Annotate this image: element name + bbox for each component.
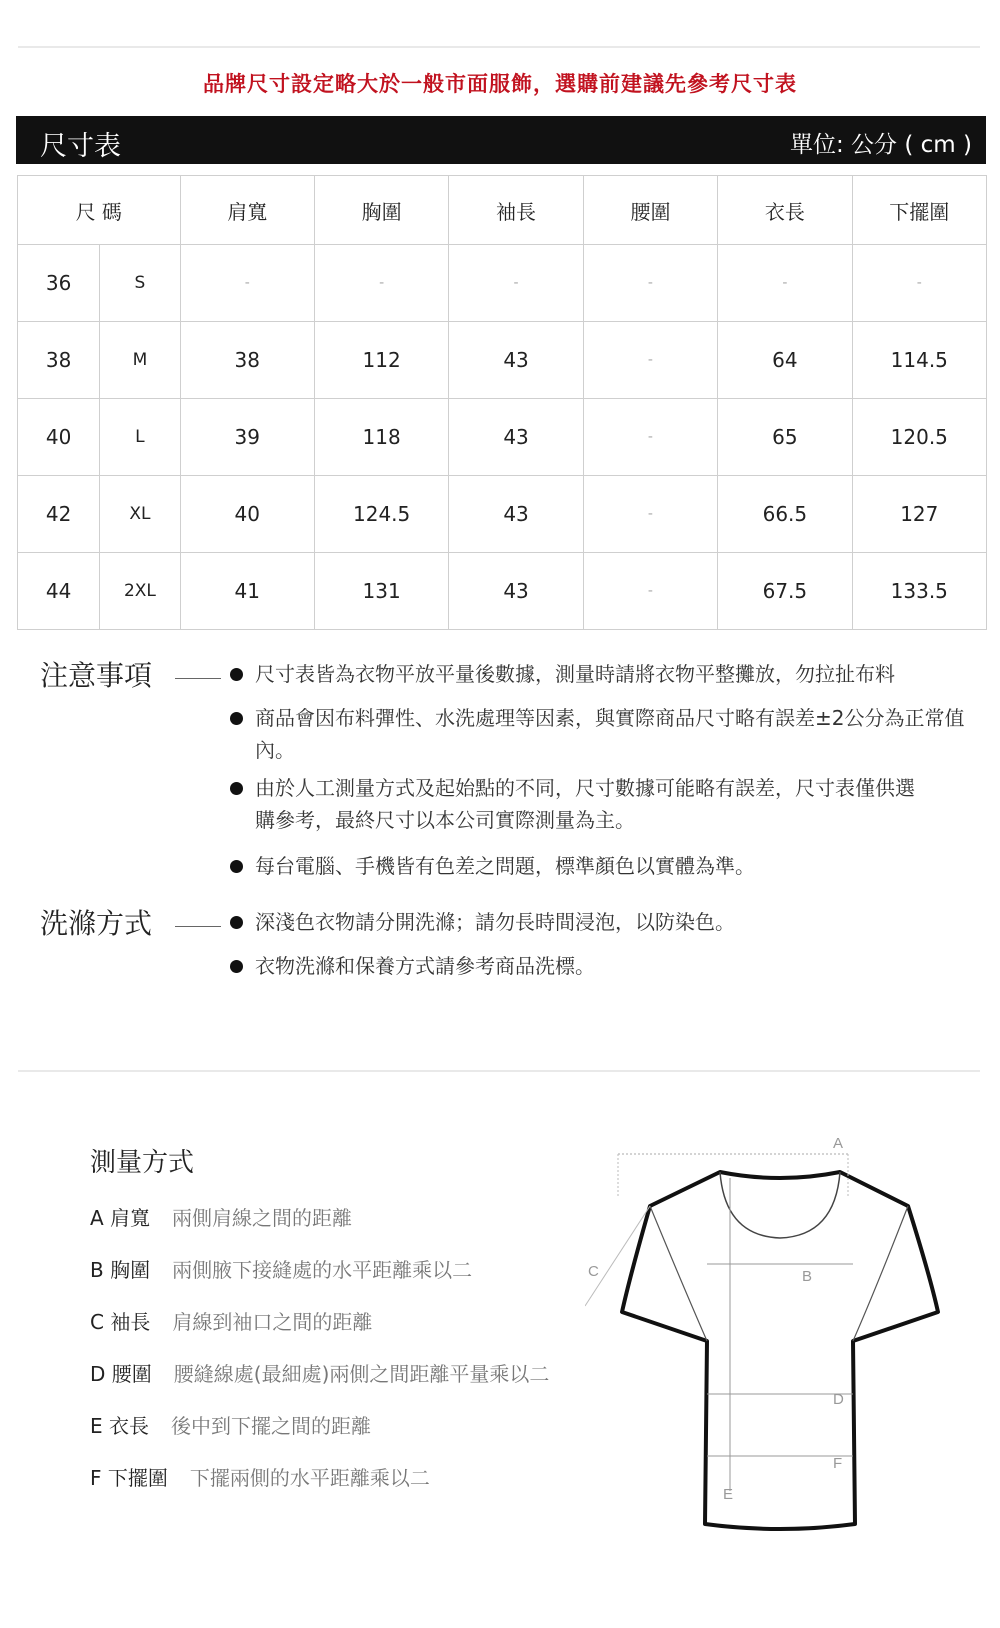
brand-size-notice: 品牌尺寸設定略大於一般市面服飾，選購前建議先參考尺寸表 <box>203 72 797 96</box>
label-e: E <box>723 1486 734 1503</box>
unit-label: 單位: 公分 ( cm ) <box>790 132 972 158</box>
measurement-cell: - <box>583 476 717 553</box>
section-divider <box>18 1070 980 1072</box>
measurement-cell: 65 <box>718 399 852 476</box>
bullet-dot <box>230 668 243 681</box>
bullet-dot <box>230 860 243 873</box>
measurement-cell: 131 <box>314 553 448 630</box>
measurement-cell: - <box>314 245 448 322</box>
label-d: D <box>833 1391 844 1408</box>
label-f: F <box>833 1455 843 1472</box>
measure-item: B 胸圍 兩側腋下接縫處的水平距離乘以二 <box>90 1258 473 1282</box>
notes-title-line <box>175 678 221 679</box>
measure-item: F 下擺圍 下擺兩側的水平距離乘以二 <box>90 1466 430 1490</box>
armhole-right <box>853 1206 908 1341</box>
measurement-cell: 112 <box>314 322 448 399</box>
bullet-dot <box>230 916 243 929</box>
measurement-cell: 43 <box>449 476 583 553</box>
header-waist: 腰圍 <box>583 176 717 245</box>
note-item: 每台電腦、手機皆有色差之問題，標準顏色以實體為準。 <box>230 850 995 882</box>
bullet-dot <box>230 782 243 795</box>
measure-item: E 衣長 後中到下擺之間的距離 <box>90 1414 371 1438</box>
notes-title: 注意事項 <box>40 659 153 692</box>
header-length: 衣長 <box>718 176 852 245</box>
measure-line-c <box>585 1206 650 1306</box>
measurement-cell: 43 <box>449 399 583 476</box>
size-number-cell: 36 <box>18 245 100 322</box>
measure-title: 測量方式 <box>90 1148 195 1178</box>
measurement-cell: - <box>449 245 583 322</box>
measurement-cell: 43 <box>449 322 583 399</box>
measurement-cell: 120.5 <box>852 399 986 476</box>
label-c: C <box>588 1263 599 1280</box>
measurement-cell: - <box>583 245 717 322</box>
washing-item: 深淺色衣物請分開洗滌；請勿長時間浸泡，以防染色。 <box>230 906 995 938</box>
header-hem: 下擺圍 <box>852 176 986 245</box>
size-number-cell: 38 <box>18 322 100 399</box>
size-number-cell: 40 <box>18 399 100 476</box>
header-chest: 胸圍 <box>314 176 448 245</box>
table-row <box>18 322 987 399</box>
label-a: A <box>833 1136 844 1152</box>
measurement-cell: - <box>718 245 852 322</box>
measurement-cell: - <box>180 245 314 322</box>
measurement-cell: 40 <box>180 476 314 553</box>
washing-item: 衣物洗滌和保養方式請參考商品洗標。 <box>230 950 995 982</box>
note-item: 尺寸表皆為衣物平放平量後數據，測量時請將衣物平整攤放，勿拉扯布料 <box>230 658 995 690</box>
table-row <box>18 553 987 630</box>
size-letter-cell: M <box>100 322 180 399</box>
measurement-cell: 127 <box>852 476 986 553</box>
measurement-cell: 118 <box>314 399 448 476</box>
measurement-cell: - <box>583 553 717 630</box>
measurement-cell: 64 <box>718 322 852 399</box>
measurement-cell: 133.5 <box>852 553 986 630</box>
size-table <box>17 175 987 630</box>
bullet-dot <box>230 960 243 973</box>
size-number-cell: 42 <box>18 476 100 553</box>
header-size: 尺 碼 <box>18 176 181 245</box>
table-header-row <box>18 176 987 245</box>
measure-item: A 肩寬 兩側肩線之間的距離 <box>90 1206 353 1230</box>
measurement-cell: 114.5 <box>852 322 986 399</box>
measurement-cell: - <box>583 399 717 476</box>
note-item: 商品會因布料彈性、水洗處理等因素，與實際商品尺寸略有誤差±2公分為正常值內。 <box>230 702 975 766</box>
washing-title: 洗滌方式 <box>40 907 153 940</box>
tshirt-measurement-diagram <box>585 1136 945 1568</box>
size-chart-header <box>16 116 986 164</box>
measurement-cell: 39 <box>180 399 314 476</box>
top-divider <box>18 46 980 48</box>
measurement-cell: 41 <box>180 553 314 630</box>
armhole-left <box>650 1206 707 1341</box>
tshirt-outline <box>622 1172 938 1529</box>
measurement-cell: 38 <box>180 322 314 399</box>
measurement-cell: 66.5 <box>718 476 852 553</box>
size-letter-cell: L <box>100 399 180 476</box>
measure-item: D 腰圍 腰縫線處(最細處)兩側之間距離平量乘以二 <box>90 1362 550 1386</box>
table-row <box>18 476 987 553</box>
neckline <box>720 1172 840 1238</box>
washing-title-line <box>175 926 221 927</box>
size-number-cell: 44 <box>18 553 100 630</box>
size-letter-cell: S <box>100 245 180 322</box>
header-shoulder: 肩寬 <box>180 176 314 245</box>
measurement-cell: 67.5 <box>718 553 852 630</box>
table-row <box>18 399 987 476</box>
measurement-cell: 124.5 <box>314 476 448 553</box>
note-item: 由於人工測量方式及起始點的不同，尺寸數據可能略有誤差，尺寸表僅供選購參考，最終尺寸以本公司實際測量為主。 <box>230 772 915 836</box>
bullet-dot <box>230 712 243 725</box>
measure-item: C 袖長 肩線到袖口之間的距離 <box>90 1310 373 1334</box>
measurement-cell: - <box>852 245 986 322</box>
size-letter-cell: 2XL <box>100 553 180 630</box>
measurement-cell: 43 <box>449 553 583 630</box>
table-row <box>18 245 987 322</box>
header-sleeve: 袖長 <box>449 176 583 245</box>
measurement-cell: - <box>583 322 717 399</box>
label-b: B <box>802 1268 813 1285</box>
size-letter-cell: XL <box>100 476 180 553</box>
size-chart-title: 尺寸表 <box>40 131 121 162</box>
